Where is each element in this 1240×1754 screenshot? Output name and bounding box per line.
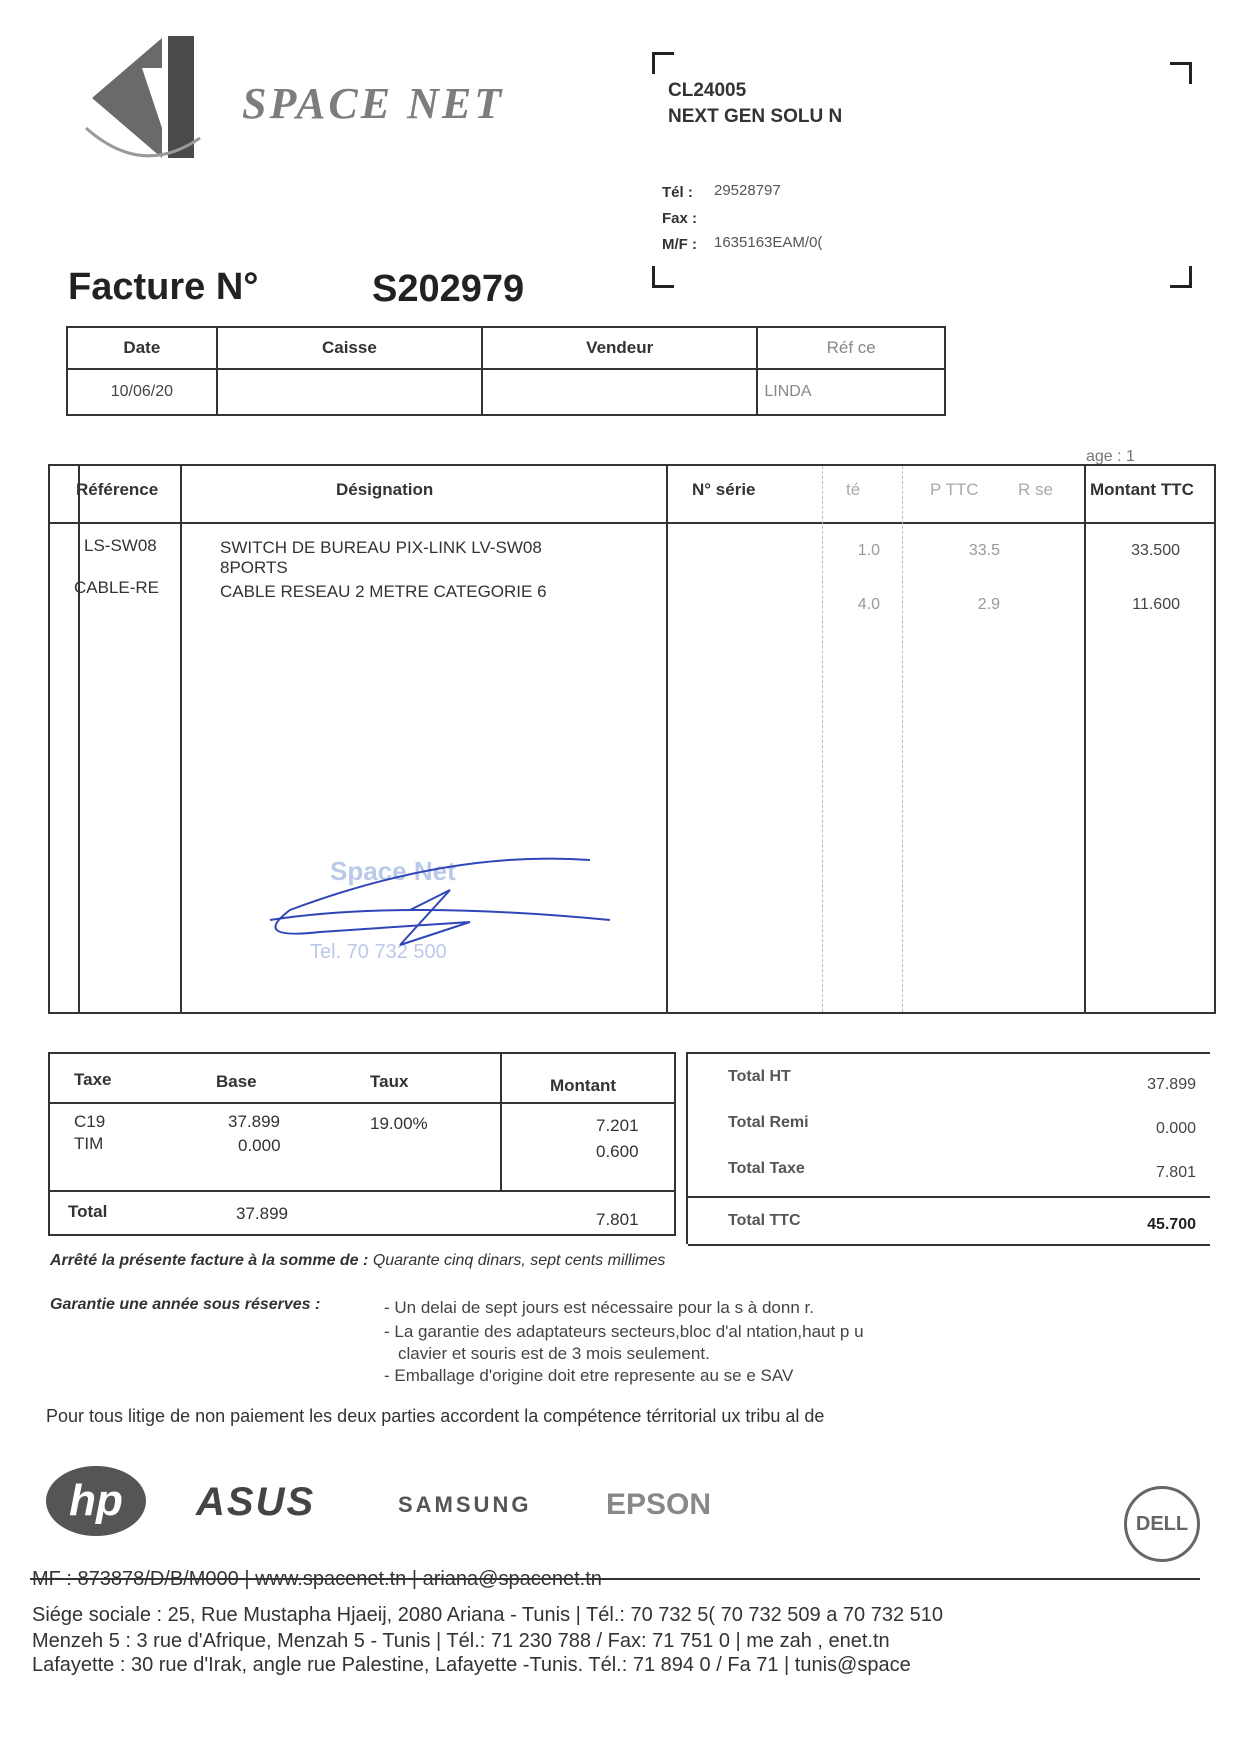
amount-in-words — [50, 1252, 665, 1270]
page-number: age : 1 — [1086, 448, 1135, 465]
reference-header: Réf ce — [757, 327, 945, 369]
tax-row1-montant: 7.201 — [596, 1116, 639, 1135]
col-qte: té — [846, 480, 861, 499]
row1-qte: 1.0 — [857, 542, 880, 559]
company-logo-icon — [82, 28, 202, 168]
stamp-text-1: Space Net — [330, 856, 456, 886]
tel-label: Tél : — [662, 184, 693, 201]
company-logo-text: SPACE NET — [242, 79, 505, 128]
tax-row1-base: 37.899 — [228, 1112, 280, 1131]
total-ttc-label: Total TTC — [728, 1212, 801, 1229]
tax-col-base: Base — [216, 1072, 257, 1091]
totals-box — [686, 1052, 1210, 1244]
footer-line-3: Menzeh 5 : 3 rue d'Afrique, Menzah 5 - Tunis | Tél.: 71 230 788 / Fax: 71 751 0 | me zah , enet.tn — [32, 1630, 890, 1652]
total-ht-label: Total HT — [728, 1068, 791, 1085]
hp-logo: hp — [46, 1466, 146, 1536]
mf-value: 1635163EAM/0( — [714, 234, 823, 251]
col-reference: Référence — [76, 480, 159, 499]
total-ht-value: 37.899 — [1147, 1076, 1196, 1093]
reference-value: LINDA — [757, 369, 945, 415]
warranty-label: Garantie une année sous réserves : — [50, 1296, 321, 1313]
tel-value: 29528797 — [714, 182, 781, 199]
vendeur-value — [482, 369, 757, 415]
tax-summary-table — [48, 1052, 676, 1236]
amount-in-words-value: Quarante cinq dinars, sept cents millimes — [372, 1252, 666, 1269]
items-table — [48, 464, 1216, 1014]
col-remise: R se — [1018, 480, 1053, 499]
client-code: CL24005 — [668, 80, 747, 101]
company-stamp-signature — [250, 850, 630, 970]
amount-in-words-label: Arrêté la présente facture à la somme de : — [50, 1252, 369, 1269]
col-designation: Désignation — [336, 480, 434, 499]
warranty-line-4: - Emballage d'origine doit etre represente au se e SAV — [384, 1366, 794, 1385]
row1-designation-line1: SWITCH DE BUREAU PIX-LINK LV-SW08 — [220, 538, 542, 557]
asus-logo: ASUS — [196, 1480, 316, 1524]
row1-pu: 33.5 — [968, 542, 1000, 559]
invoice-title: Facture N° — [68, 266, 259, 308]
stamp-text-2: Tel. 70 732 500 — [310, 941, 447, 963]
tax-col-taxe: Taxe — [74, 1070, 112, 1089]
footer-line-1: MF : 873878/D/B/M000 | www.spacenet.tn | ariana@spacenet.tn — [32, 1568, 602, 1590]
warranty-line-2: - La garantie des adaptateurs secteurs,bloc d'al ntation,haut p u — [384, 1322, 864, 1341]
date-value: 10/06/20 — [67, 369, 217, 415]
dispute-clause: Pour tous litige de non paiement les deux parties accordent la compétence térritorial ux tribu al de — [46, 1406, 825, 1426]
footer-line-4: Lafayette : 30 rue d'Irak, angle rue Palestine, Lafayette -Tunis. Tél.: 71 894 0 / Fa 71 | tunis@space — [32, 1654, 911, 1676]
tax-row1-taux: 19.00% — [370, 1114, 428, 1133]
tax-row1-taxe: C19 — [74, 1112, 106, 1131]
row1-reference: LS-SW08 — [84, 536, 157, 555]
total-remise-label: Total Remi — [728, 1114, 809, 1131]
samsung-logo: SAMSUNG — [398, 1492, 532, 1517]
col-serie: N° série — [692, 480, 756, 499]
total-taxes-label: Total Taxe — [728, 1160, 805, 1177]
dell-logo: DELL — [1124, 1486, 1200, 1562]
warranty-line-3: clavier et souris est de 3 mois seulement. — [398, 1344, 710, 1363]
invoice-info-table — [66, 326, 946, 416]
col-pu: P TTC — [930, 480, 979, 499]
epson-logo: EPSON — [606, 1488, 712, 1521]
row1-montant: 33.500 — [1131, 542, 1180, 559]
total-taxes-value: 7.801 — [1155, 1164, 1196, 1181]
tax-col-montant: Montant — [550, 1076, 617, 1095]
total-ttc-value: 45.700 — [1147, 1216, 1196, 1233]
caisse-value — [217, 369, 482, 415]
row2-qte: 4.0 — [857, 596, 880, 613]
row2-pu: 2.9 — [977, 596, 1000, 613]
client-name: NEXT GEN SOLU N — [668, 106, 843, 127]
mf-label: M/F : — [662, 236, 697, 253]
row2-reference: CABLE-RE — [74, 578, 160, 597]
warranty-line-1: - Un delai de sept jours est nécessaire pour la s à donn r. — [384, 1298, 814, 1317]
invoice-number: S202979 — [372, 268, 525, 310]
caisse-header: Caisse — [217, 327, 482, 369]
row1-designation-line2: 8PORTS — [220, 558, 288, 577]
fax-label: Fax : — [662, 210, 698, 227]
tax-total-montant: 7.801 — [596, 1210, 639, 1229]
client-block — [652, 52, 1192, 288]
total-remise-value: 0.000 — [1155, 1120, 1196, 1137]
footer-line-2: Siége sociale : 25, Rue Mustapha Hjaeij, 2080 Ariana - Tunis | Tél.: 70 732 5( 70 732 509 a 70 732 510 — [32, 1604, 943, 1626]
col-montant: Montant TTC — [1090, 480, 1194, 499]
row2-designation-line1: CABLE RESEAU 2 METRE CATEGORIE 6 — [220, 582, 547, 601]
tax-row2-taxe: TIM — [74, 1134, 104, 1153]
tax-row2-montant: 0.600 — [596, 1142, 639, 1161]
tax-row2-base: 0.000 — [238, 1136, 281, 1155]
tax-total-base: 37.899 — [236, 1204, 288, 1223]
tax-total-label: Total — [68, 1202, 108, 1221]
tax-col-taux: Taux — [370, 1072, 409, 1091]
row2-montant: 11.600 — [1132, 596, 1180, 613]
date-header: Date — [67, 327, 217, 369]
vendeur-header: Vendeur — [482, 327, 757, 369]
